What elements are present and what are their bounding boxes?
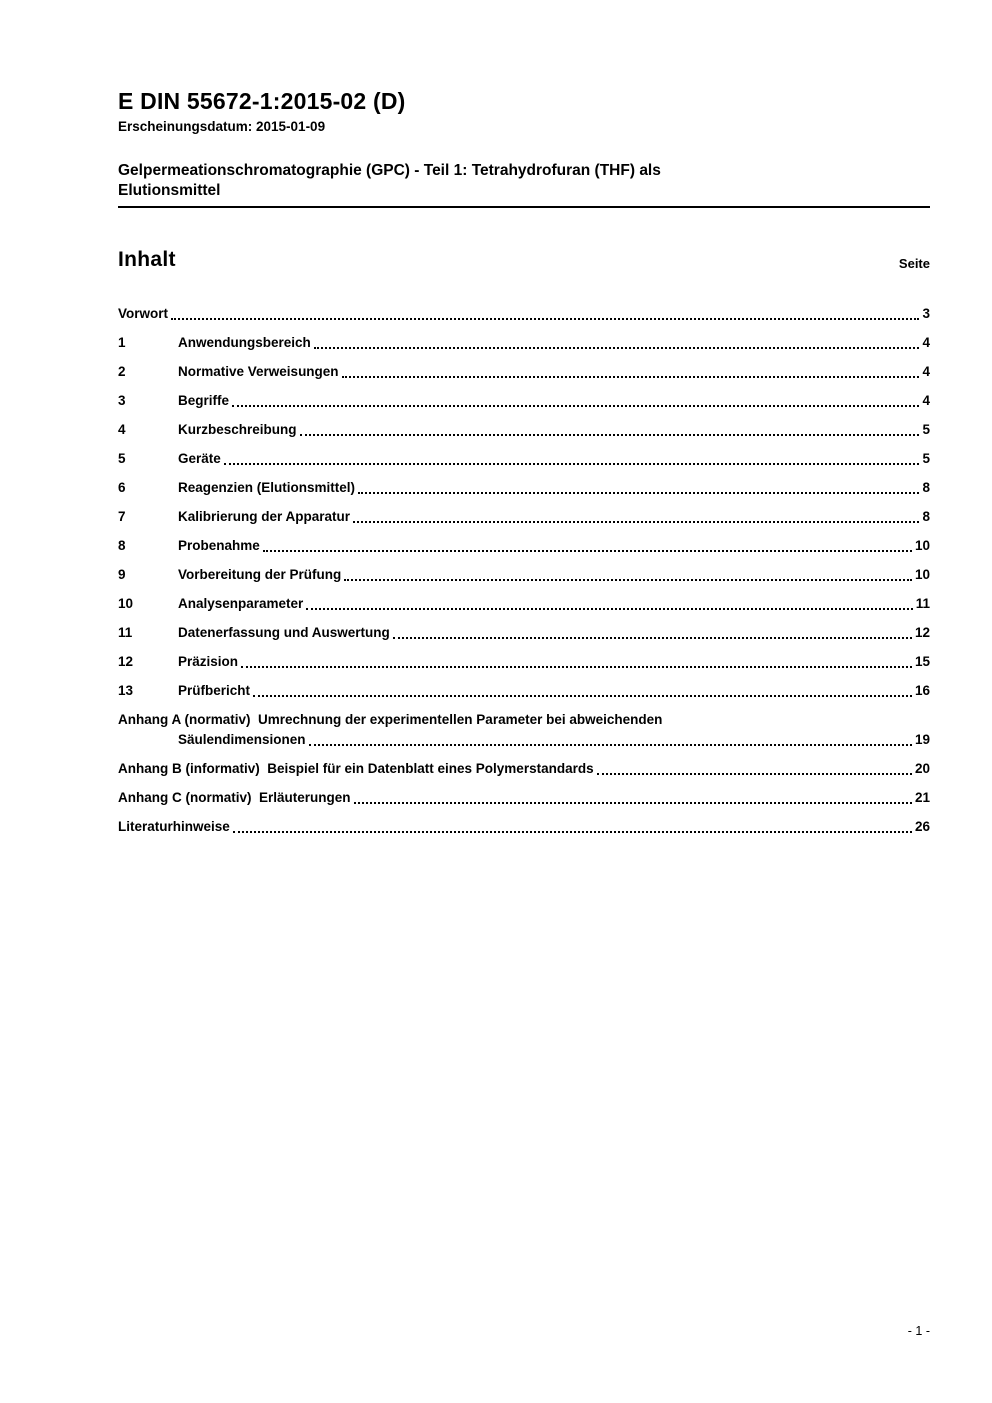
doc-number: E DIN 55672-1:2015-02 (D) bbox=[118, 88, 406, 114]
toc-dot-leader bbox=[306, 608, 912, 610]
toc-entry-page: 19 bbox=[914, 732, 930, 747]
toc-heading: Inhalt bbox=[118, 248, 176, 271]
toc-entry-13[interactable] bbox=[118, 681, 930, 701]
toc-entry-label: Begriffe bbox=[178, 393, 230, 408]
toc-dot-leader bbox=[232, 405, 919, 407]
toc-entry-page: 10 bbox=[914, 567, 930, 582]
toc-entry-page: 8 bbox=[922, 480, 930, 495]
toc-entry-4[interactable] bbox=[118, 420, 930, 440]
toc-entry-page: 12 bbox=[914, 625, 930, 640]
toc-entry-page: 5 bbox=[922, 422, 930, 437]
toc-dot-leader bbox=[358, 492, 919, 494]
toc-entry-number: 11 bbox=[118, 625, 133, 640]
toc-entry-page: 4 bbox=[922, 393, 930, 408]
toc-entry-page: 16 bbox=[914, 683, 930, 698]
toc-dot-leader bbox=[309, 744, 912, 746]
toc-entry-page: 8 bbox=[922, 509, 930, 524]
toc-entry-number: 3 bbox=[118, 393, 126, 408]
toc-entry-continuation bbox=[178, 730, 930, 750]
toc-entry-number: 6 bbox=[118, 480, 126, 495]
toc-entry-label: Vorwort bbox=[118, 306, 168, 321]
toc-entry-page: 26 bbox=[914, 819, 930, 834]
toc-entry-label: Literaturhinweise bbox=[118, 819, 230, 834]
toc-entry-page: 4 bbox=[922, 364, 930, 379]
toc-entry-number: 7 bbox=[118, 509, 126, 524]
toc-entry-5[interactable] bbox=[118, 449, 930, 469]
toc-entry-number: 5 bbox=[118, 451, 126, 466]
toc-entry-number: 12 bbox=[118, 654, 134, 669]
toc-entry-page: 11 bbox=[915, 596, 930, 611]
toc-dot-leader bbox=[224, 463, 920, 465]
toc-entry-label: Reagenzien (Elutionsmittel) bbox=[178, 480, 356, 495]
toc-entry-number: 1 bbox=[118, 335, 126, 350]
toc-entry-1[interactable] bbox=[118, 333, 930, 353]
toc-entry-label: Kurzbeschreibung bbox=[178, 422, 297, 437]
toc-dot-leader bbox=[597, 773, 912, 775]
toc-entry-anhang-c[interactable] bbox=[118, 788, 930, 808]
publication-date: Erscheinungsdatum: 2015-01-09 bbox=[118, 119, 326, 134]
toc-entry-number: 8 bbox=[118, 538, 126, 553]
toc-entry-2[interactable] bbox=[118, 362, 930, 382]
toc-header bbox=[118, 248, 930, 272]
toc-entry-literaturhinweise[interactable] bbox=[118, 817, 930, 837]
document-header bbox=[118, 88, 930, 208]
toc-dot-leader bbox=[342, 376, 920, 378]
toc-entry-9[interactable] bbox=[118, 565, 930, 585]
toc-dot-leader bbox=[233, 831, 912, 833]
toc-entry-3[interactable] bbox=[118, 391, 930, 411]
doc-title-line1: Gelpermeationschromatographie (GPC) - Teil 1: Tetrahydrofuran (THF) als bbox=[118, 162, 661, 179]
toc-entry-page: 5 bbox=[922, 451, 930, 466]
toc-entry-anhang-a[interactable] bbox=[118, 710, 930, 750]
toc-entry-label: Anhang A (normativ) Umrechnung der experimentellen Parameter bei abweichenden bbox=[118, 712, 663, 727]
toc-entry-anhang-b[interactable] bbox=[118, 759, 930, 779]
toc-entry-label: Normative Verweisungen bbox=[178, 364, 339, 379]
toc-entry-number: 4 bbox=[118, 422, 126, 437]
toc-entry-number: 10 bbox=[118, 596, 134, 611]
toc-entry-11[interactable] bbox=[118, 623, 930, 643]
toc-entry-label: Vorbereitung der Prüfung bbox=[178, 567, 342, 582]
toc-entry-6[interactable] bbox=[118, 478, 930, 498]
toc-entry-page: 21 bbox=[914, 790, 930, 805]
page-number-footer: - 1 - bbox=[907, 1324, 930, 1338]
toc-entry-label: Anwendungsbereich bbox=[178, 335, 311, 350]
toc-dot-leader bbox=[253, 695, 912, 697]
toc-entry-label: Analysenparameter bbox=[178, 596, 304, 611]
toc-entry-label-continued: Säulendimensionen bbox=[178, 732, 306, 747]
header-divider bbox=[118, 206, 930, 208]
toc-dot-leader bbox=[241, 666, 912, 668]
toc-entry-label: Geräte bbox=[178, 451, 221, 466]
toc-entry-8[interactable] bbox=[118, 536, 930, 556]
toc-entry-page: 4 bbox=[922, 335, 930, 350]
toc-entry-number: 13 bbox=[118, 683, 134, 698]
toc-dot-leader bbox=[300, 434, 920, 436]
toc-dot-leader bbox=[263, 550, 912, 552]
toc-entry-number: 2 bbox=[118, 364, 126, 379]
toc-entry-page: 20 bbox=[914, 761, 930, 776]
toc-entry-page: 15 bbox=[914, 654, 930, 669]
toc-entry-10[interactable] bbox=[118, 594, 930, 614]
toc-dot-leader bbox=[353, 521, 919, 523]
toc-dot-leader bbox=[344, 579, 912, 581]
toc-entry-number: 9 bbox=[118, 567, 126, 582]
toc-dot-leader bbox=[354, 802, 912, 804]
toc-dot-leader bbox=[393, 637, 912, 639]
toc-page-column-label: Seite bbox=[898, 256, 930, 271]
toc-entry-page: 10 bbox=[914, 538, 930, 553]
toc-entry-label: Datenerfassung und Auswertung bbox=[178, 625, 390, 640]
toc-entry-vorwort[interactable] bbox=[118, 304, 930, 324]
table-of-contents bbox=[118, 304, 930, 837]
doc-title-line2: Elutionsmittel bbox=[118, 182, 221, 199]
toc-entry-label: Anhang C (normativ) Erläuterungen bbox=[118, 790, 351, 805]
toc-entry-label: Kalibrierung der Apparatur bbox=[178, 509, 351, 524]
toc-entry-label: Prüfbericht bbox=[178, 683, 251, 698]
toc-dot-leader bbox=[314, 347, 920, 349]
toc-entry-label: Anhang B (informativ) Beispiel für ein Datenblatt eines Polymerstandards bbox=[118, 761, 594, 776]
toc-entry-7[interactable] bbox=[118, 507, 930, 527]
toc-dot-leader bbox=[171, 318, 919, 320]
toc-entry-label: Probenahme bbox=[178, 538, 260, 553]
toc-entry-page: 3 bbox=[922, 306, 930, 321]
toc-entry-12[interactable] bbox=[118, 652, 930, 672]
toc-entry-label: Präzision bbox=[178, 654, 239, 669]
doc-title bbox=[118, 161, 930, 201]
